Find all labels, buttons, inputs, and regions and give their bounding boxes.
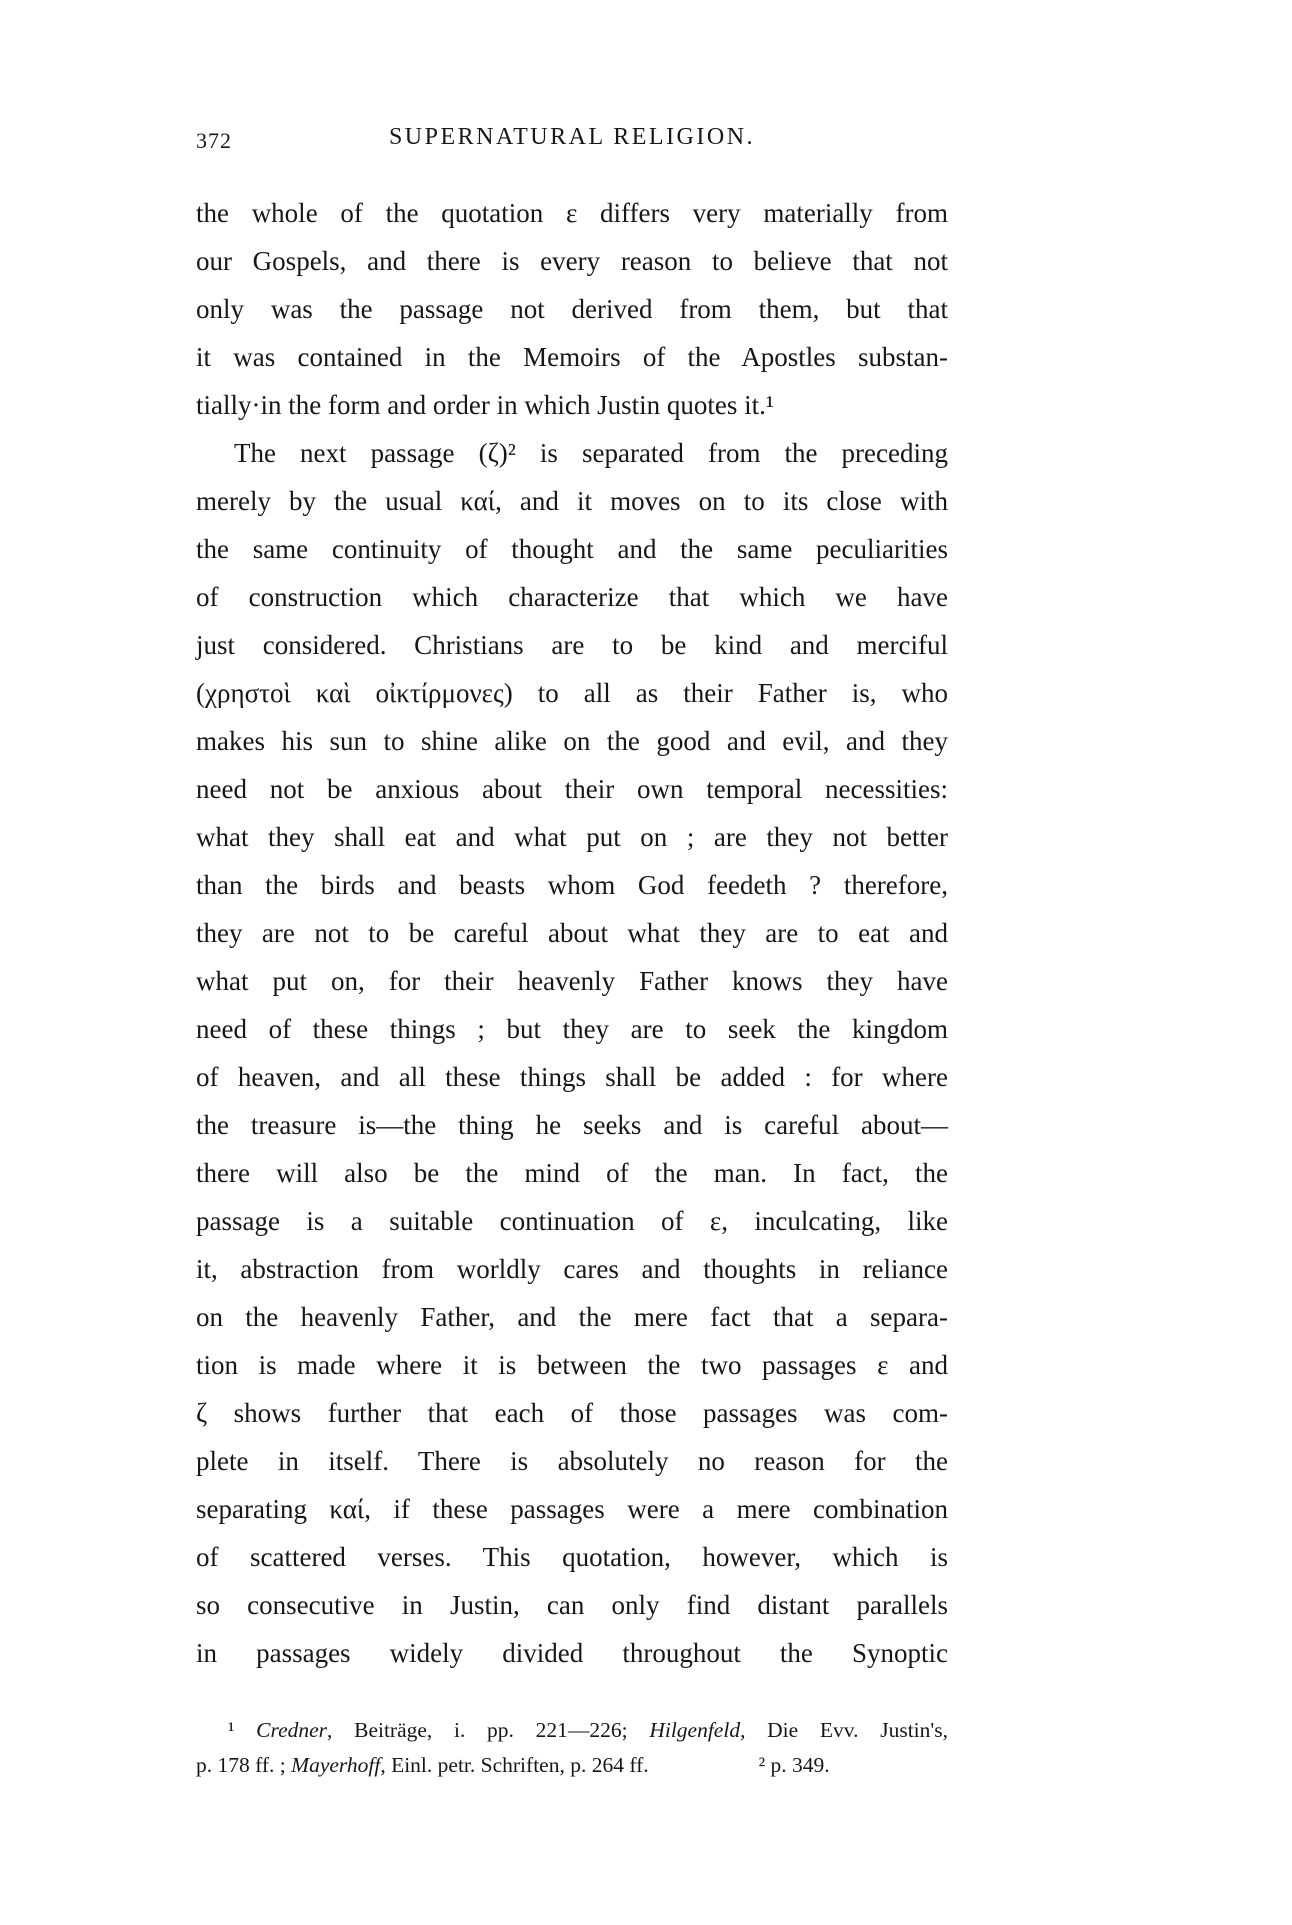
footnote-text: ¹ (228, 1718, 257, 1742)
footnote-author: Hilgenfeld (649, 1718, 741, 1742)
text-line: only was the passage not derived from them, but that (196, 294, 948, 324)
page-number: 372 (196, 128, 232, 153)
text-line: need of these things ; but they are to seek the kingdom (196, 1014, 948, 1044)
footnote-line (196, 1713, 948, 1748)
footnote-author: Mayerhoff (291, 1753, 381, 1777)
footnote-text: p. 178 ff. ; (196, 1753, 292, 1777)
footnote-text: ² p. 349. (758, 1753, 830, 1777)
page-content (196, 124, 948, 1783)
text-line: our Gospels, and there is every reason to believe that not (196, 246, 948, 276)
text-line: passage is a suitable continuation of ε, inculcating, like (196, 1206, 948, 1236)
text-line: there will also be the mind of the man. In fact, the (196, 1158, 948, 1188)
text-line: so consecutive in Justin, can only find distant parallels (196, 1590, 948, 1620)
text-line: in passages widely divided throughout the Synoptic (196, 1638, 948, 1668)
paragraph (196, 429, 948, 1677)
text-line: the whole of the quotation ε differs very materially from (196, 198, 948, 228)
footnotes (196, 1713, 948, 1783)
text-line: tially·in the form and order in which Justin quotes it.¹ (196, 390, 774, 420)
page-header (196, 124, 948, 156)
text-line: of construction which characterize that which we have (196, 582, 948, 612)
text-line: what they shall eat and what put on ; are they not better (196, 822, 948, 852)
text-line: of scattered verses. This quotation, however, which is (196, 1542, 948, 1572)
text-line: tion is made where it is between the two passages ε and (196, 1350, 948, 1380)
text-line: ζ shows further that each of those passages was com- (196, 1398, 948, 1428)
text-line: the same continuity of thought and the same peculiarities (196, 534, 948, 564)
paragraph (196, 189, 948, 429)
text-line: the treasure is—the thing he seeks and is careful about— (196, 1110, 948, 1140)
text-line: plete in itself. There is absolutely no reason for the (196, 1446, 948, 1476)
body-text (196, 189, 948, 1677)
text-line: (χρηστοὶ καὶ οἰκτίρμονες) to all as their Father is, who (196, 678, 948, 708)
text-line: makes his sun to shine alike on the good and evil, and they (196, 726, 948, 756)
text-line: what put on, for their heavenly Father knows they have (196, 966, 948, 996)
footnote-text: , Beiträge, i. pp. 221—226; (327, 1718, 650, 1742)
running-title: SUPERNATURAL RELIGION. (388, 124, 756, 150)
text-line: of heaven, and all these things shall be added : for where (196, 1062, 948, 1092)
text-line: than the birds and beasts whom God feedeth ? therefore, (196, 870, 948, 900)
footnote-line (196, 1748, 948, 1783)
text-line: merely by the usual καί, and it moves on to its close with (196, 486, 948, 516)
footnote-text: , Die Evv. Justin's, (740, 1718, 949, 1742)
text-line: The next passage (ζ)² is separated from the preceding (234, 438, 948, 468)
text-line: just considered. Christians are to be kind and merciful (196, 630, 948, 660)
text-line: separating καί, if these passages were a mere combination (196, 1494, 948, 1524)
text-line: on the heavenly Father, and the mere fact that a separa- (196, 1302, 948, 1332)
text-line: they are not to be careful about what they are to eat and (196, 918, 948, 948)
footnote-author: Credner (256, 1718, 328, 1742)
text-line: it was contained in the Memoirs of the Apostles substan- (196, 342, 948, 372)
text-line: need not be anxious about their own temporal necessities: (196, 774, 948, 804)
footnote-text: , Einl. petr. Schriften, p. 264 ff. (380, 1753, 649, 1777)
text-line: it, abstraction from worldly cares and thoughts in reliance (196, 1254, 948, 1284)
